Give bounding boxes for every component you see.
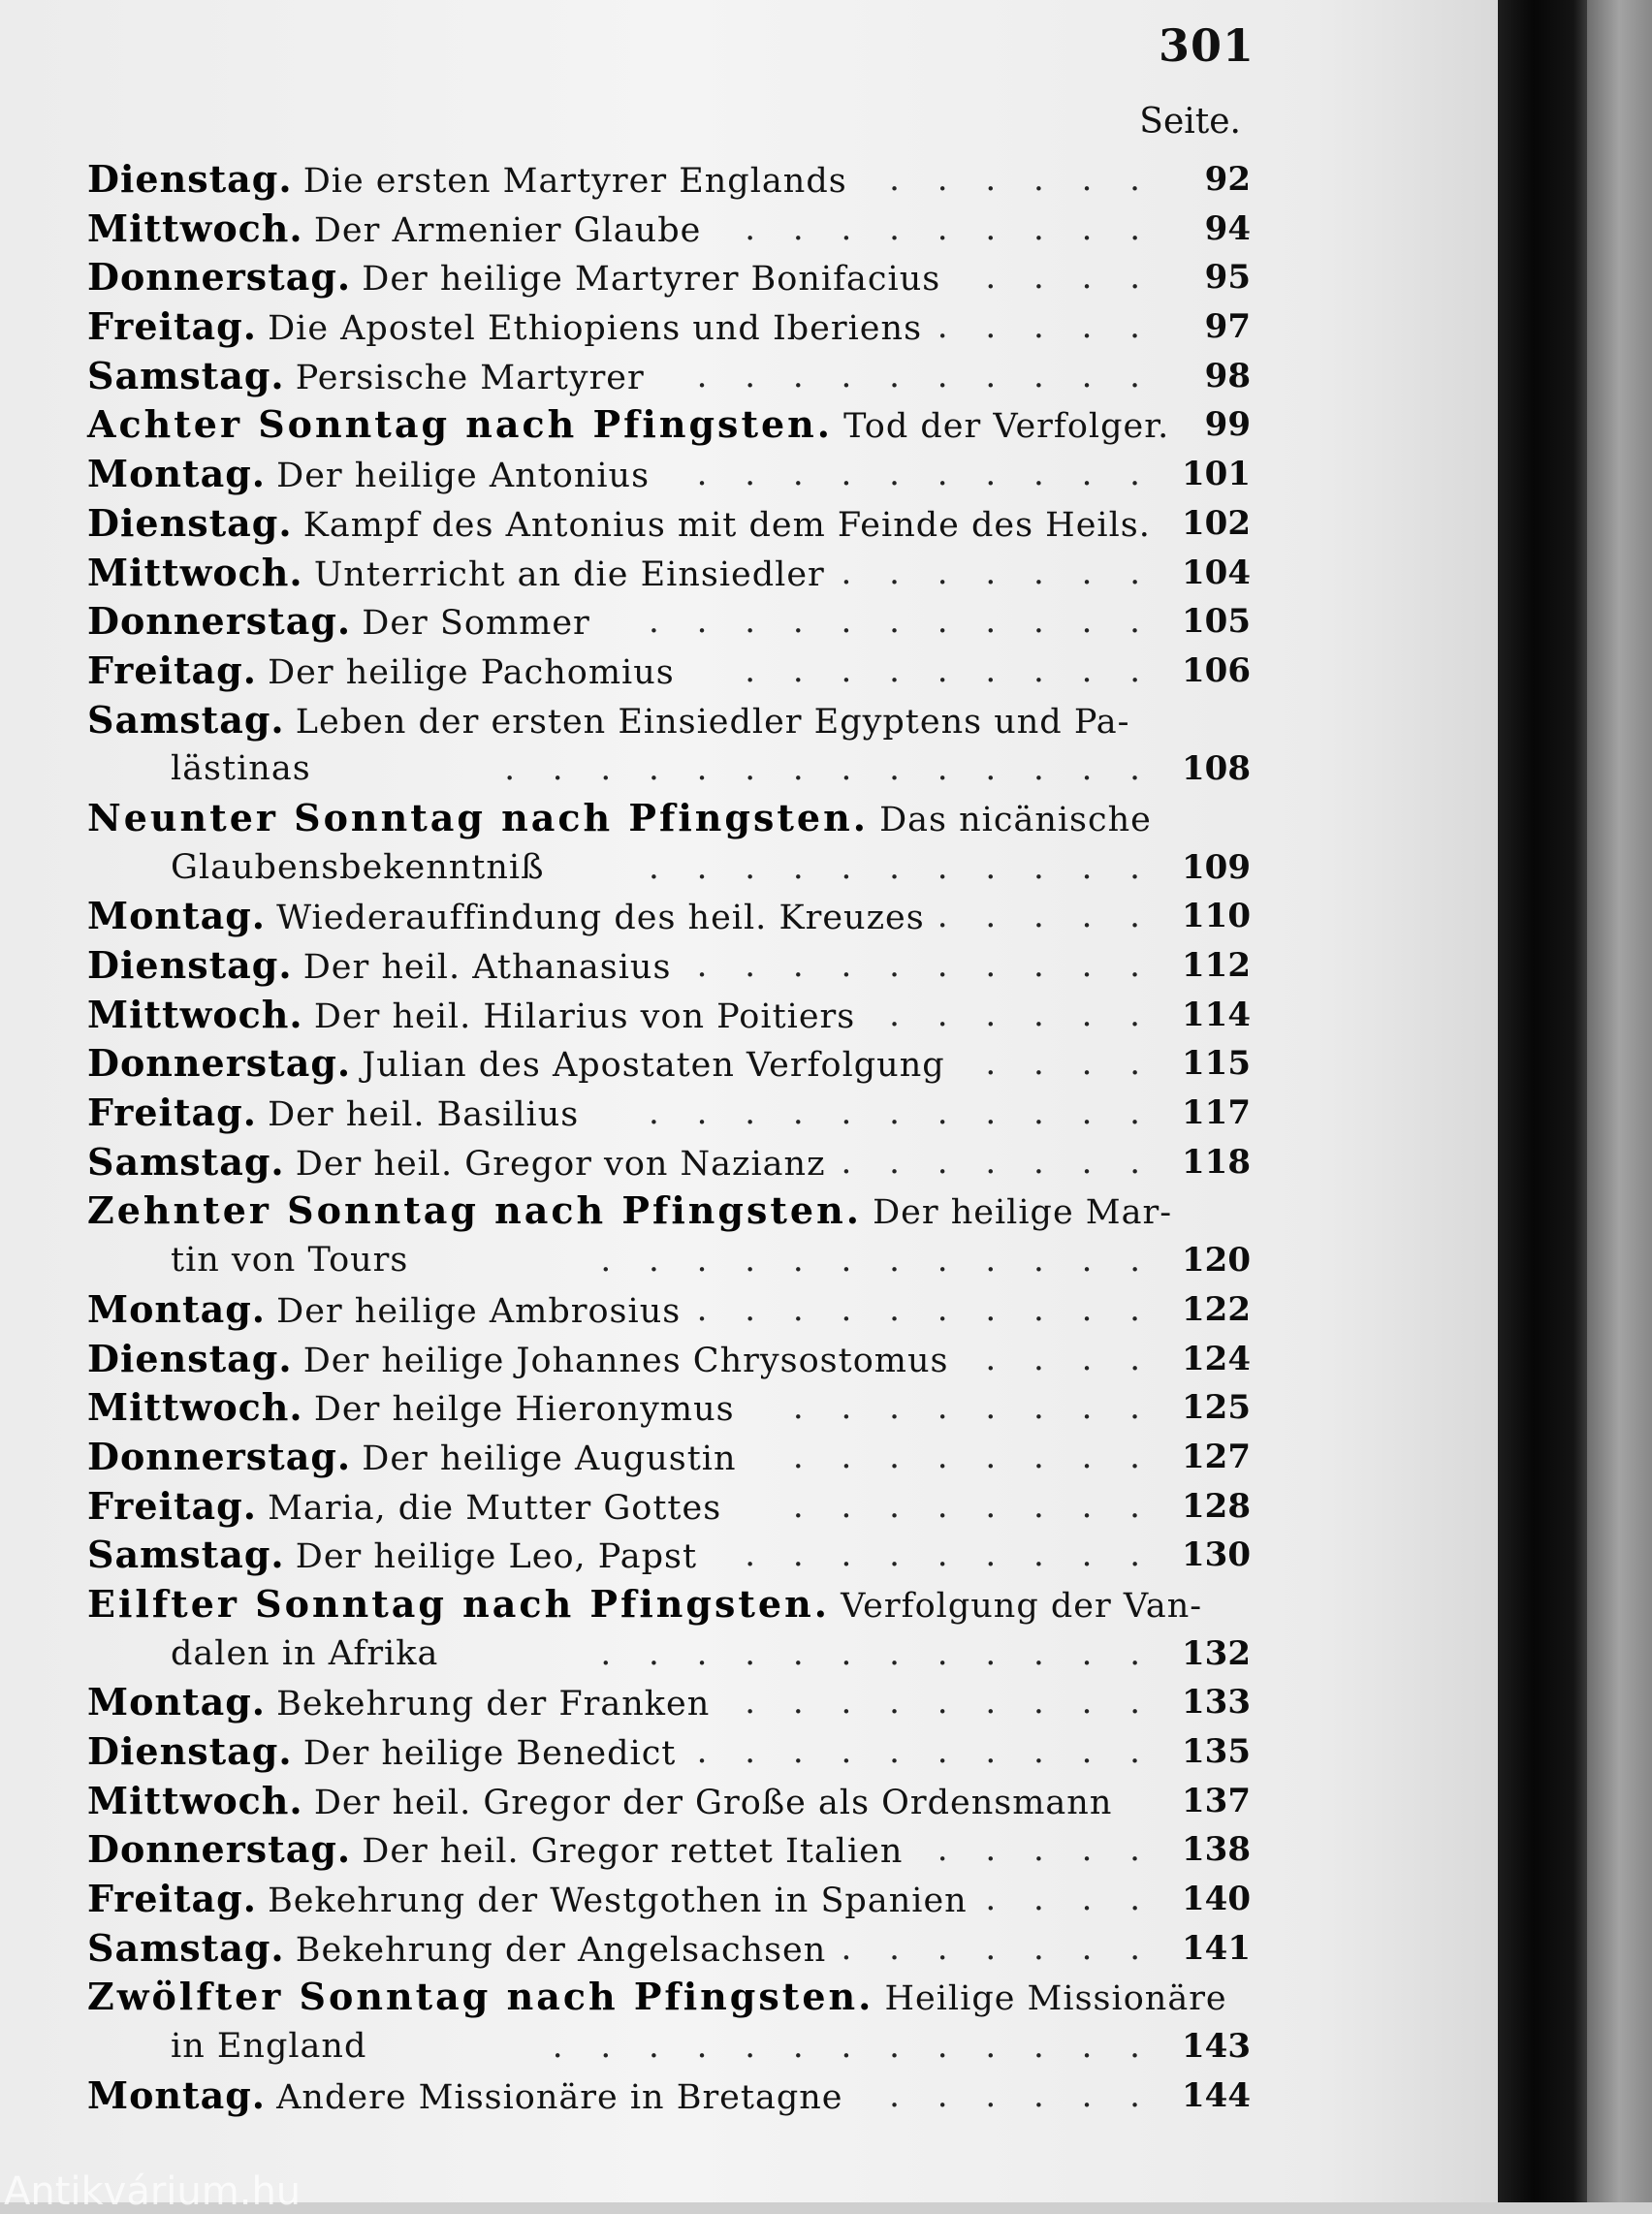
- toc-entry: [87, 1482, 1251, 1532]
- toc-entry: [87, 1236, 1251, 1285]
- toc-entry: [87, 1924, 1251, 1974]
- toc-page-number: 122: [1182, 1289, 1251, 1329]
- toc-page-number: 128: [1182, 1486, 1251, 1526]
- toc-entry: [87, 1825, 1251, 1875]
- toc-entry-text: [87, 205, 701, 256]
- toc-entry: [87, 744, 1251, 794]
- toc-page-number: 98: [1204, 356, 1251, 395]
- toc-leader-dots: . . . . . .: [889, 2075, 1154, 2115]
- toc-entry: [87, 1285, 1251, 1335]
- toc-title: Der Armenier Glaube: [313, 210, 702, 250]
- toc-weekday: Samstag.: [87, 1533, 285, 1577]
- toc-leader-dots: . . . . . . . .: [792, 1486, 1154, 1526]
- toc-title: Der heil. Gregor rettet Italien: [362, 1832, 904, 1872]
- toc-entry: [87, 892, 1251, 941]
- toc-entry-text: [87, 1629, 438, 1679]
- toc-title: Persische Martyrer: [295, 358, 645, 397]
- toc-leader-dots: . . . . . . . . . . .: [649, 602, 1154, 642]
- toc-weekday: Donnerstag.: [87, 255, 352, 300]
- toc-title: Julian des Apostaten Verfolgung: [362, 1046, 945, 1086]
- toc-entry: [87, 1531, 1251, 1580]
- toc-entry: [87, 1678, 1251, 1727]
- toc-entry: [87, 696, 1251, 745]
- toc-entry-text: [87, 352, 645, 403]
- toc-weekday: Freitag.: [87, 304, 257, 349]
- toc-title: Der heilige Mar-: [873, 1193, 1173, 1233]
- toc-page-number: 101: [1182, 455, 1251, 494]
- toc-page-number: 106: [1182, 650, 1251, 690]
- toc-weekday: Montag.: [87, 1680, 267, 1724]
- toc-weekday: Mittwoch.: [87, 550, 303, 594]
- cover-edge: [1587, 0, 1652, 2202]
- toc-entry: [87, 1335, 1251, 1384]
- toc-entry-text: [87, 400, 1169, 452]
- toc-leader-dots: . . . . . . .: [841, 1928, 1154, 1968]
- toc-entry-text: [87, 1138, 826, 1189]
- toc-weekday: Freitag.: [87, 1877, 257, 1921]
- toc-entry: [87, 1973, 1251, 2022]
- toc-page-number: 124: [1182, 1339, 1251, 1378]
- toc-page-number: 108: [1182, 749, 1251, 789]
- toc-entry: [87, 794, 1251, 843]
- toc-sunday-heading: Achter Sonntag nach Pfingsten.: [87, 402, 834, 447]
- toc-page-number: 137: [1182, 1781, 1251, 1820]
- toc-entry-text: [87, 1482, 721, 1534]
- toc-page-number: 114: [1182, 995, 1251, 1034]
- toc-page-number: 135: [1182, 1732, 1251, 1771]
- toc-title: Bekehrung der Westgothen in Spanien: [268, 1882, 968, 1921]
- toc-leader-dots: . . . . . . .: [841, 553, 1154, 592]
- toc-title: Heilige Missionäre: [884, 1979, 1227, 2019]
- toc-entry-text: [87, 1531, 697, 1582]
- toc-sunday-heading: Zwölfter Sonntag nach Pfingsten.: [87, 1975, 874, 2019]
- toc-title: Glaubensbekenntniß: [171, 847, 545, 887]
- toc-entry-text: [87, 597, 590, 648]
- toc-entry: [87, 352, 1251, 401]
- toc-leader-dots: . . . . . . . .: [792, 1437, 1154, 1476]
- toc-title: dalen in Afrika: [171, 1633, 439, 1673]
- toc-entry: [87, 1580, 1251, 1629]
- toc-page-number: 110: [1182, 897, 1251, 936]
- toc-entry-text: [87, 2022, 366, 2072]
- toc-page-number: 97: [1204, 307, 1251, 347]
- toc-weekday: Donnerstag.: [87, 1041, 352, 1086]
- toc-weekday: Donnerstag.: [87, 1827, 352, 1872]
- toc-title: Bekehrung der Angelsachsen: [295, 1930, 827, 1970]
- toc-weekday: Mittwoch.: [87, 992, 303, 1036]
- toc-page-number: 112: [1182, 946, 1251, 985]
- toc-leader-dots: . . . . . . . . . . . . . .: [504, 749, 1154, 789]
- toc-entry: [87, 499, 1251, 549]
- toc-sunday-heading: Zehnter Sonntag nach Pfingsten.: [87, 1188, 862, 1233]
- toc-title: Die ersten Martyrer Englands: [302, 162, 847, 201]
- toc-entry: [87, 991, 1251, 1040]
- toc-entry: [87, 1186, 1251, 1236]
- toc-leader-dots: . . . . . . . . . .: [696, 1732, 1154, 1771]
- toc-weekday: Mittwoch.: [87, 1385, 303, 1430]
- toc-leader-dots: . . . . . . . . . .: [696, 356, 1154, 395]
- toc-title: Der heil. Basilius: [268, 1095, 580, 1135]
- toc-entry: [87, 1727, 1251, 1777]
- toc-page-number: 105: [1182, 602, 1251, 642]
- toc-entry-text: [87, 253, 940, 304]
- toc-entry-text: [87, 941, 671, 993]
- toc-title: Kampf des Antonius mit dem Feinde des Heils.: [302, 505, 1151, 545]
- toc-entry: [87, 843, 1251, 893]
- toc-page-number: 143: [1182, 2027, 1251, 2067]
- toc-entry: [87, 1777, 1251, 1826]
- toc-title: Der heilige Ambrosius: [276, 1291, 682, 1331]
- page-column-label: Seite.: [1139, 102, 1241, 142]
- toc-leader-dots: . . . . .: [937, 1830, 1154, 1870]
- toc-page-number: 95: [1204, 258, 1251, 298]
- toc-leader-dots: . . . .: [985, 258, 1154, 298]
- toc-title: Der heilge Hieronymus: [313, 1390, 735, 1430]
- toc-entry-text: [87, 991, 855, 1042]
- toc-entry-text: [87, 1580, 1202, 1631]
- toc-weekday: Dienstag.: [87, 1336, 293, 1380]
- toc-leader-dots: . . . . . . . . . .: [696, 946, 1154, 985]
- toc-title: Das nicänische: [879, 800, 1152, 839]
- toc-leader-dots: . . . . . . . . .: [745, 650, 1154, 690]
- toc-weekday: Samstag.: [87, 1139, 285, 1184]
- toc-entry-text: [87, 1089, 579, 1140]
- toc-title: Der heilige Martyrer Bonifacius: [362, 260, 941, 300]
- toc-entry-text: [87, 1727, 676, 1779]
- toc-page-number: 94: [1204, 208, 1251, 248]
- toc-page-number: 133: [1182, 1683, 1251, 1723]
- toc-page-number: 120: [1182, 1241, 1251, 1281]
- toc-weekday: Montag.: [87, 452, 267, 496]
- toc-leader-dots: . . . .: [985, 1880, 1154, 1919]
- toc-entry-text: [87, 1186, 1172, 1238]
- toc-leader-dots: . . . . . .: [889, 995, 1154, 1034]
- toc-entry: [87, 1039, 1251, 1089]
- toc-weekday: Montag.: [87, 1286, 267, 1331]
- toc-leader-dots: . . . . . . . . . . .: [649, 1093, 1154, 1133]
- toc-leader-dots: . . . . .: [937, 897, 1154, 936]
- toc-weekday: Donnerstag.: [87, 599, 352, 644]
- toc-entry-text: [87, 1825, 903, 1877]
- toc-weekday: Dienstag.: [87, 157, 293, 201]
- toc-title: in England: [171, 2027, 367, 2067]
- toc-leader-dots: . . . . . . . . . .: [696, 1289, 1154, 1329]
- toc-weekday: Mittwoch.: [87, 206, 303, 250]
- toc-entry-text: [87, 696, 1130, 747]
- toc-title: Leben der ersten Einsiedler Egyptens und Pa-: [295, 702, 1130, 742]
- toc-entry: [87, 155, 1251, 205]
- toc-entry-text: [87, 1777, 1112, 1828]
- toc-leader-dots: . . . . . . . . . . . . .: [552, 2027, 1154, 2067]
- toc-page-number: 92: [1204, 160, 1251, 199]
- toc-leader-dots: . . . . .: [937, 307, 1154, 347]
- toc-title: Wiederauffindung des heil. Kreuzes: [276, 899, 925, 938]
- toc-entry: [87, 597, 1251, 647]
- toc-leader-dots: . . . . . . . . . . . .: [600, 1633, 1154, 1673]
- toc-entry-text: [87, 1433, 737, 1484]
- toc-entry-text: [87, 450, 650, 501]
- toc-page-number: 104: [1182, 553, 1251, 592]
- toc-title: tin von Tours: [171, 1241, 409, 1281]
- toc-title: Der heil. Athanasius: [302, 948, 672, 987]
- toc-entry: [87, 647, 1251, 696]
- toc-weekday: Donnerstag.: [87, 1434, 352, 1478]
- toc-weekday: Freitag.: [87, 1091, 257, 1135]
- toc-leader-dots: . . . . . . . . . . . .: [600, 1241, 1154, 1281]
- toc-title: Verfolgung der Van-: [841, 1586, 1203, 1626]
- toc-entry: [87, 400, 1251, 450]
- toc-entry-text: [87, 647, 675, 698]
- toc-weekday: Freitag.: [87, 1483, 257, 1528]
- toc-entry: [87, 302, 1251, 352]
- toc-leader-dots: . . . .: [985, 1044, 1154, 1084]
- page-number: 301: [1159, 19, 1255, 72]
- toc-title: Der heil. Gregor der Große als Ordensmann: [313, 1783, 1113, 1822]
- toc-weekday: Montag.: [87, 2072, 267, 2117]
- toc-title: Bekehrung der Franken: [276, 1685, 711, 1724]
- toc-weekday: Samstag.: [87, 353, 285, 397]
- toc-entry: [87, 549, 1251, 598]
- toc-page-number: 118: [1182, 1142, 1251, 1182]
- toc-entry: [87, 1383, 1251, 1433]
- toc-title: Der heil. Gregor von Nazianz: [295, 1144, 826, 1184]
- toc-title: Der heilige Johannes Chrysostomus: [302, 1341, 949, 1380]
- toc-leader-dots: . . . . . . . . . .: [696, 455, 1154, 494]
- toc-page-number: 117: [1182, 1093, 1251, 1133]
- book-spine: [1498, 0, 1587, 2202]
- toc-entry-text: [87, 549, 825, 600]
- toc-leader-dots: . . . . . . . . .: [745, 1535, 1154, 1575]
- toc-entry-text: [87, 1678, 710, 1729]
- toc-page-number: 115: [1182, 1044, 1251, 1084]
- toc-weekday: Dienstag.: [87, 943, 293, 987]
- toc-sunday-heading: Neunter Sonntag nach Pfingsten.: [87, 795, 869, 839]
- toc-entry-text: [87, 1973, 1227, 2024]
- toc-page-number: 144: [1182, 2075, 1251, 2115]
- toc-title: Andere Missionäre in Bretagne: [276, 2077, 843, 2117]
- toc-sunday-heading: Eilfter Sonntag nach Pfingsten.: [87, 1581, 830, 1626]
- toc-page-number: 99: [1204, 405, 1251, 445]
- toc-entry-text: [87, 302, 922, 354]
- toc-entry: [87, 941, 1251, 991]
- toc-page-number: 132: [1182, 1633, 1251, 1673]
- toc-title: Der Sommer: [362, 604, 590, 644]
- toc-leader-dots: . . . . . . . . .: [745, 208, 1154, 248]
- toc-entry: [87, 1138, 1251, 1187]
- toc-entry-text: [87, 1236, 408, 1285]
- toc-entry: [87, 2072, 1251, 2121]
- toc-entry: [87, 2022, 1251, 2072]
- toc-entry-text: [87, 155, 847, 206]
- toc-weekday: Montag.: [87, 894, 267, 938]
- toc-title: Der heilige Pachomius: [268, 652, 675, 692]
- toc-entry: [87, 1629, 1251, 1679]
- toc-entry-text: [87, 499, 1151, 551]
- toc-entry: [87, 1875, 1251, 1924]
- toc-page-number: 109: [1182, 847, 1251, 887]
- toc-page-number: 138: [1182, 1830, 1251, 1870]
- watermark: Antikvárium.hu: [4, 2169, 302, 2214]
- toc-leader-dots: . . . . . . .: [841, 1142, 1154, 1182]
- toc-title: Der heilige Antonius: [276, 457, 651, 496]
- toc-entry-text: [87, 2072, 842, 2123]
- toc-entry-text: [87, 892, 925, 943]
- table-of-contents: [87, 155, 1251, 2121]
- toc-page-number: 127: [1182, 1437, 1251, 1476]
- toc-title: Der heilige Leo, Papst: [295, 1537, 698, 1577]
- toc-leader-dots: . . . . . . . . .: [745, 1683, 1154, 1723]
- toc-entry-text: [87, 1383, 735, 1435]
- toc-title: Der heilige Augustin: [362, 1439, 737, 1478]
- toc-title: Der heil. Hilarius von Poitiers: [313, 996, 856, 1036]
- toc-weekday: Samstag.: [87, 1925, 285, 1970]
- toc-weekday: Dienstag.: [87, 1729, 293, 1773]
- toc-page-number: 125: [1182, 1388, 1251, 1428]
- toc-page-number: 102: [1182, 503, 1251, 543]
- toc-leader-dots: . . . . . . . .: [792, 1388, 1154, 1428]
- toc-weekday: Mittwoch.: [87, 1778, 303, 1822]
- toc-entry-text: [87, 794, 1152, 845]
- toc-weekday: Dienstag.: [87, 500, 293, 545]
- toc-entry: [87, 253, 1251, 302]
- toc-entry-text: [87, 1335, 948, 1386]
- toc-weekday: Samstag.: [87, 697, 285, 742]
- toc-entry: [87, 1433, 1251, 1482]
- toc-title: Unterricht an die Einsiedler: [313, 554, 825, 594]
- toc-title: Die Apostel Ethiopiens und Iberiens: [268, 309, 923, 349]
- toc-title: Maria, die Mutter Gottes: [268, 1488, 722, 1528]
- toc-leader-dots: . . . . . .: [889, 160, 1154, 199]
- toc-page-number: 140: [1182, 1880, 1251, 1919]
- toc-entry-text: [87, 843, 544, 893]
- toc-title: lästinas: [171, 749, 311, 789]
- toc-leader-dots: . . . .: [985, 1339, 1154, 1378]
- toc-entry-text: [87, 744, 311, 794]
- toc-entry: [87, 205, 1251, 254]
- toc-title: Der heilige Benedict: [302, 1734, 677, 1773]
- toc-page-number: 141: [1182, 1928, 1251, 1968]
- toc-entry-text: [87, 1285, 681, 1337]
- toc-entry: [87, 450, 1251, 499]
- toc-entry-text: [87, 1039, 945, 1091]
- toc-leader-dots: . . . . . . . . . . .: [649, 847, 1154, 887]
- toc-page-number: 130: [1182, 1535, 1251, 1575]
- toc-entry: [87, 1089, 1251, 1138]
- toc-entry-text: [87, 1924, 826, 1976]
- toc-weekday: Freitag.: [87, 648, 257, 692]
- toc-title: Tod der Verfolger.: [843, 407, 1170, 447]
- toc-entry-text: [87, 1875, 968, 1926]
